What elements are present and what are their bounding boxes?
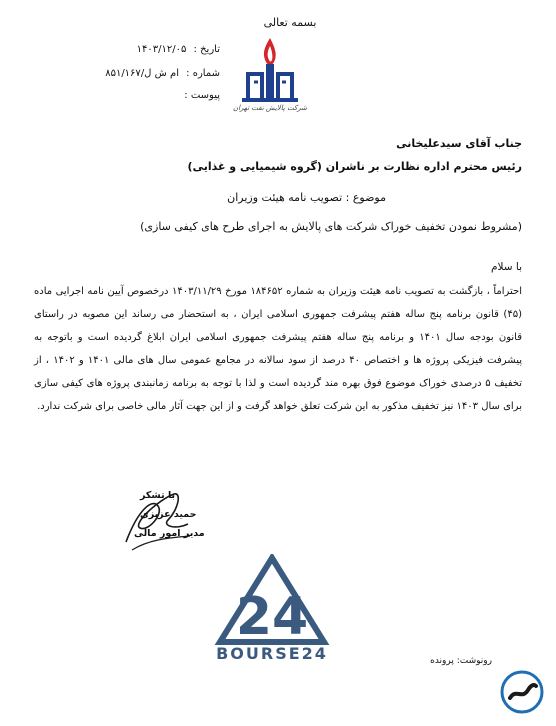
date-value: ۱۴۰۳/۱۲/۰۵ xyxy=(136,44,187,55)
corner-badge-icon xyxy=(500,670,544,714)
greeting: با سلام xyxy=(490,261,522,273)
attachment-label: پیوست : xyxy=(184,90,220,101)
logo-caption: شرکت پالایش نفت تهران xyxy=(232,104,308,112)
signatory-role: مدیر امور مالی xyxy=(134,528,205,539)
signatory-name: حمید عزیزی xyxy=(140,509,197,520)
number-value: ام ش ل/۸۵۱/۱۶۷ xyxy=(105,68,179,79)
letter-body: احتراماً ، بازگشت به تصویب نامه هیئت وزیران به شماره ۱۸۴۶۵۲ مورخ ۱۴۰۳/۱۱/۲۹ درخصوص آیین نامه اجرایی ماده (۴۵) قانون برنامه پنج ساله هفتم پیشرفت جمهوری اسلامی ایران ، به استحضار می رساند این مصوبه در راستای قانون بودجه سال ۱۴۰۱ و برنامه پنج ساله هفتم پیشرفت جمهوری اسلامی ایران ابلاغ گردیده است و باتوجه به پیشرفت فیزیکی پروژه ها و اختصاص ۴۰ درصد از سود سالانه در مجامع عمومی سال های مالی ۱۴۰۱ و ۱۴۰۲ ، از تخفیف ۵ درصدی خوراک موضوع فوق بهره مند گردیده است و لذا با توجه به برنامه زمانبندی پروژه های کیفی سازی برای سال ۱۴۰۳ نیز تخفیف مذکور به این شرکت تعلق خواهد گرفت و از این جهت آثار مالی خاصی برای شرکت ندارد. xyxy=(34,286,523,412)
watermark-digits: 24 xyxy=(235,587,309,646)
recipient-title: رئیس محترم اداره نظارت بر ناشران (گروه شیمیایی و غذایی) xyxy=(187,160,522,173)
signature-closing: با تشکر xyxy=(140,490,176,501)
watermark-brand: BOURSE24 xyxy=(216,644,328,663)
number-label: شماره : xyxy=(186,68,220,79)
date-label: تاریخ : xyxy=(193,44,220,55)
cc-line: رونوشت: پرونده xyxy=(430,656,492,666)
recipient-name: جناب آقای سیدعلیخانی xyxy=(396,137,522,150)
subject-line: موضوع : تصویب نامه هیئت وزیران xyxy=(227,191,386,204)
date-row xyxy=(70,44,220,55)
bourse24-logo-icon xyxy=(212,554,332,646)
number-row xyxy=(70,68,220,79)
company-logo-icon xyxy=(228,34,312,130)
attachment-row xyxy=(70,90,220,101)
basmala: بسمه تعالی xyxy=(263,16,317,29)
subject-detail: (مشروط نمودن تخفیف خوراک شرکت های پالایش به اجرای طرح های کیفی سازی) xyxy=(140,220,522,233)
